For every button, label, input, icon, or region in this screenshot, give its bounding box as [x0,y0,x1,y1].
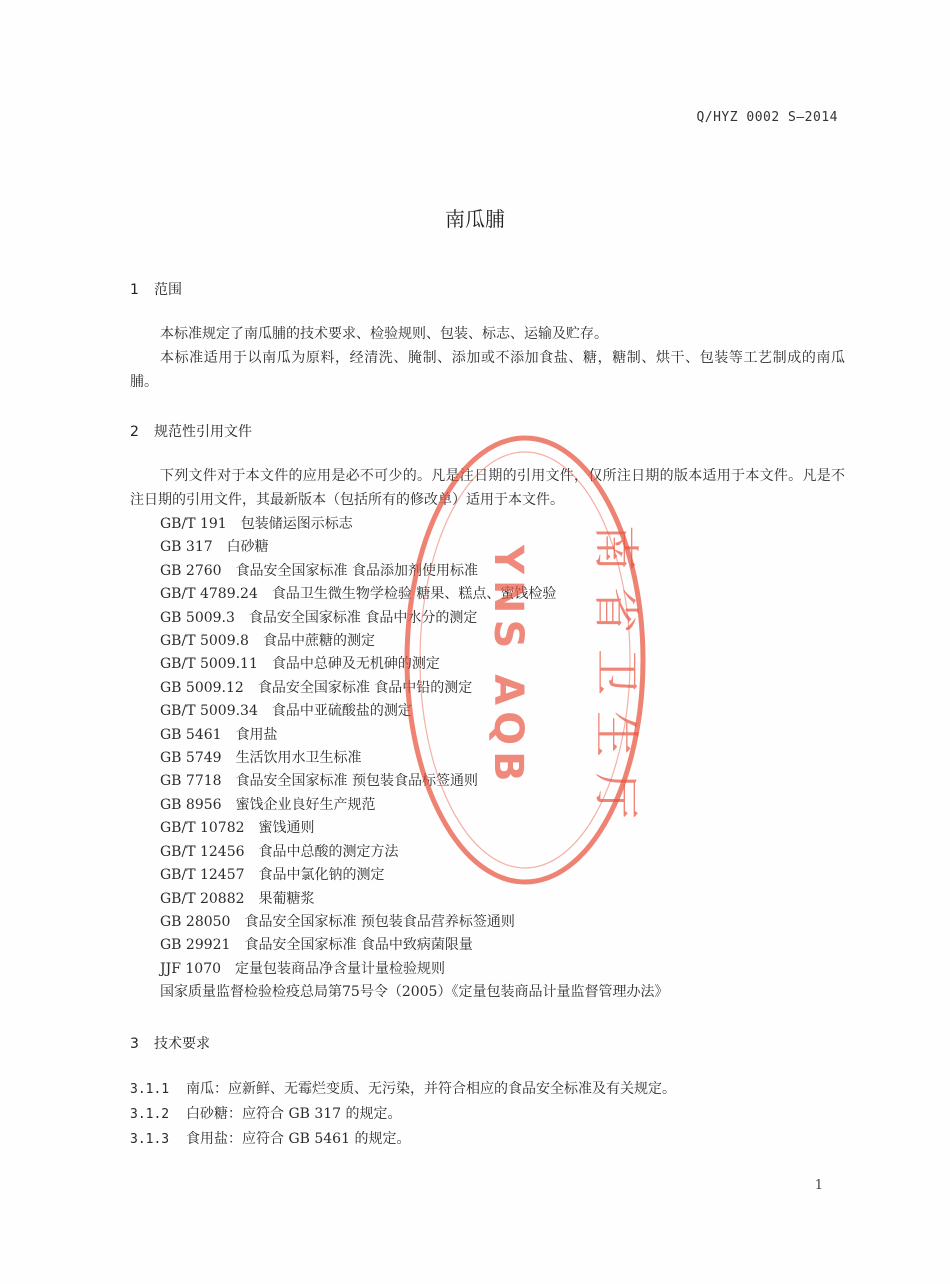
reference-item [160,560,668,583]
reference-item [160,770,668,793]
section-number: 2 [130,424,139,440]
references-intro: 下列文件对于本文件的应用是必不可少的。凡是注日期的引用文件，仅所注日期的版本适用于本文件。凡是不注日期的引用文件，其最新版本（包括所有的修改单）适用于本文件。 [130,468,845,508]
reference-code: GB/T 10782 [160,820,245,837]
clause-item [130,1103,402,1123]
reference-name: 食品安全国家标准 预包装食品营养标签通则 [244,913,515,930]
section-heading-scope [130,279,182,299]
reference-code: GB/T 5009.8 [160,633,249,650]
section-heading-references [130,421,252,441]
reference-name: 食品中总酸的测定方法 [258,843,399,860]
reference-name: 食品安全国家标准 食品中致病菌限量 [244,937,473,954]
reference-item [160,607,668,630]
reference-code: GB/T 12456 [160,843,245,860]
section-title: 范围 [154,282,182,298]
scope-paragraph-2: 本标准适用于以南瓜为原料，经清洗、腌制、添加或不添加食盐、糖，糖制、烘干、包装等工艺制成的南瓜脯。 [130,350,845,390]
reference-name: 食品安全国家标准 食品中水分的测定 [248,609,478,626]
reference-item [160,911,668,934]
reference-name: 蜜饯企业良好生产规范 [235,796,376,813]
scope-paragraph-1: 本标准规定了南瓜脯的技术要求、检验规则、包装、标志、运输及贮存。 [160,326,608,342]
reference-code: GB 29921 [160,937,231,954]
reference-code: GB 5009.12 [160,679,244,696]
reference-code: GB/T 20882 [160,890,245,907]
reference-name: 食品安全国家标准 预包装食品标签通则 [235,773,479,790]
reference-code: GB 8956 [160,796,222,813]
reference-item [160,700,668,723]
reference-item [160,958,668,981]
reference-item [160,817,668,840]
reference-name: 食品卫生微生物学检验 糖果、糕点、蜜饯检验 [271,586,557,603]
reference-item [160,677,668,700]
reference-item [160,888,668,911]
clause-text: 白砂糖：应符合 GB 317 的规定。 [186,1106,402,1122]
reference-name: 白砂糖 [226,539,269,556]
page-number: 1 [814,1178,823,1193]
reference-code: GB 5749 [160,750,222,767]
reference-name: 食品中亚硫酸盐的测定 [271,703,412,720]
reference-name: 食品中蔗糖的测定 [262,633,375,650]
reference-code: JJF 1070 [160,960,222,977]
section-heading-technical-requirements [130,1033,210,1053]
reference-code: GB/T 5009.11 [160,656,258,673]
reference-item [160,841,668,864]
seal-english-text: YNS AQB [485,545,531,788]
clause-text: 南瓜：应新鲜、无霉烂变质、无污染，并符合相应的食品安全标准及有关规定。 [186,1081,676,1097]
reference-code: GB/T 191 [160,516,227,532]
reference-list [160,513,668,1005]
reference-code: GB 2760 [160,562,222,579]
reference-code: GB 5009.3 [160,609,235,626]
reference-item [160,653,668,676]
reference-code: GB 317 [160,539,213,556]
reference-item [160,981,668,1004]
reference-code: GB 28050 [160,913,231,930]
reference-item [160,630,668,653]
reference-name: 包装储运图示标志 [240,516,353,532]
reference-item [160,934,668,957]
reference-item [160,583,668,606]
seal-chinese-text: 南省卫生厅 [589,525,643,835]
clause-text: 食用盐：应符合 GB 5461 的规定。 [186,1131,411,1147]
reference-name: 食品安全国家标准 食品中铅的测定 [257,679,473,696]
section-title: 技术要求 [154,1036,210,1052]
reference-name: 食品中氯化钠的测定 [258,867,385,884]
clause-item [130,1128,410,1148]
clause-item [130,1078,676,1098]
clause-number: 3.1.1 [130,1082,170,1097]
reference-name: 果葡糖浆 [258,890,315,907]
reference-item [160,724,668,747]
section-title: 规范性引用文件 [154,424,252,440]
reference-name: 蜜饯通则 [258,820,315,837]
reference-name: 食品中总砷及无机砷的测定 [271,656,440,673]
reference-code: GB/T 5009.34 [160,703,258,720]
document-code: Q/HYZ 0002 S—2014 [696,110,838,125]
reference-item [160,864,668,887]
reference-item [160,747,668,770]
section-number: 1 [130,282,139,298]
reference-item [160,513,668,536]
reference-code: GB 5461 [160,726,222,743]
document-title: 南瓜脯 [445,207,505,231]
clause-number: 3.1.2 [130,1107,170,1122]
reference-name: 食用盐 [235,726,278,743]
reference-name: 食品安全国家标准 食品添加剂使用标准 [235,562,479,579]
reference-item [160,536,668,559]
reference-name: 生活饮用水卫生标准 [235,750,362,767]
section-number: 3 [130,1036,139,1052]
reference-item [160,794,668,817]
reference-code: GB/T 12457 [160,867,245,884]
reference-name: 国家质量监督检验检疫总局第75号令（2005）《定量包装商品计量监督管理办法》 [160,984,669,1001]
reference-code: GB/T 4789.24 [160,586,258,603]
clause-number: 3.1.3 [130,1132,170,1147]
reference-code: GB 7718 [160,773,222,790]
reference-name: 定量包装商品净含量计量检验规则 [235,960,446,977]
